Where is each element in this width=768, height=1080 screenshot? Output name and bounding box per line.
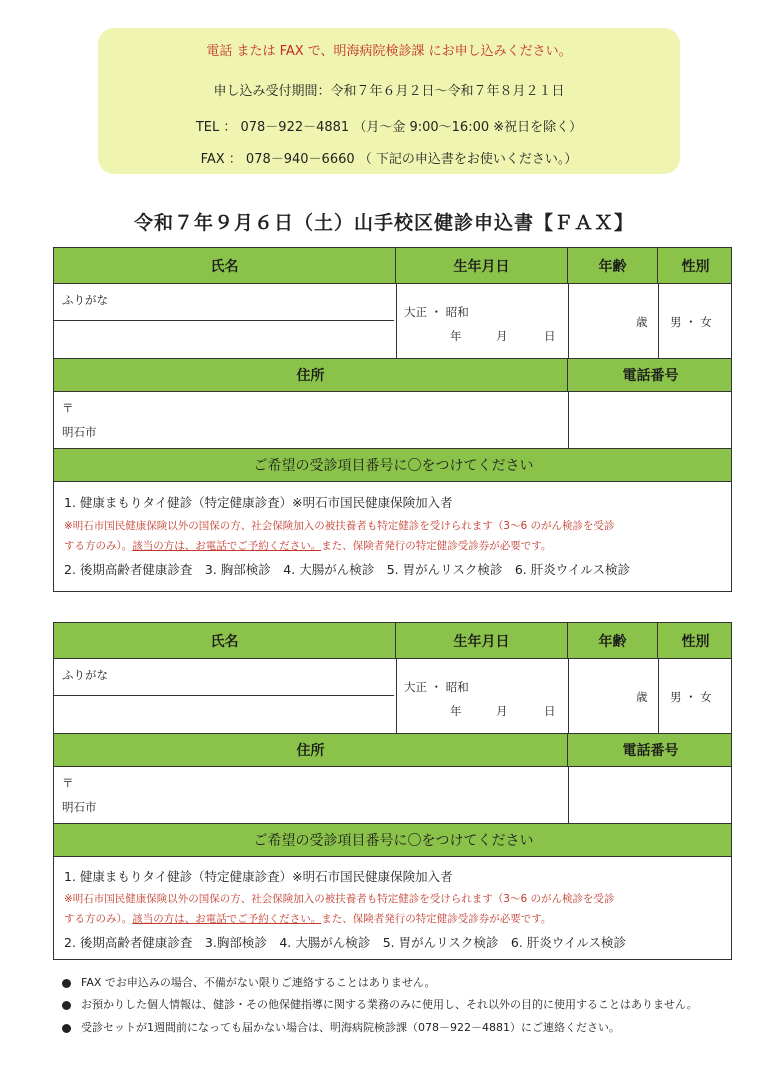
exam-item-1[interactable]: 1. 健康まもりタイ健診（特定健康診査）※明石市国民健康保険加入者 (64, 495, 453, 510)
divider (568, 392, 569, 448)
bullet-icon (62, 1024, 71, 1033)
sex-header: 性別 (681, 258, 710, 275)
footer-text-3: 受診セットが1週間前になっても届かない場合は、明海病院検診課（078－922－4881）にご連絡ください。 (81, 1021, 620, 1034)
note-suffix: また、保険者発行の特定健診受診券が必要です。 (321, 913, 552, 925)
items-header: ご希望の受診項目番号に〇をつけてください (253, 833, 534, 849)
age-header: 年齢 (568, 623, 658, 658)
address-field[interactable] (114, 767, 564, 824)
month-label: 月 (496, 704, 508, 718)
furigana-label: ふりがな (62, 293, 108, 307)
era-label: 大正 ・ 昭和 (404, 680, 469, 694)
footer-note-3 (62, 1019, 620, 1035)
bullet-icon (62, 979, 71, 988)
age-unit-label: 歳 (636, 315, 648, 329)
exam-note-1b (64, 911, 551, 926)
day-label: 日 (544, 329, 556, 343)
exam-items (54, 482, 731, 590)
phone-field[interactable] (570, 767, 730, 824)
city-label: 明石市 (62, 800, 97, 814)
month-label: 月 (496, 329, 508, 343)
sex-options[interactable]: 男 ・ 女 (670, 315, 712, 329)
divider (568, 767, 569, 823)
divider (568, 284, 569, 358)
notice-fax: FAX ： 078－940－6660 （ 下記の申込書をお使いください。） (200, 152, 578, 167)
exam-items (54, 857, 731, 959)
notice-apply-method: 電話 または FAX で、明海病院検診課 にお申し込みください。 (206, 44, 572, 59)
name-field[interactable] (54, 321, 394, 359)
phone-header: 電話番号 (622, 368, 679, 384)
footer-note-1 (62, 974, 436, 990)
personal-input-row (54, 284, 731, 359)
phone-header: 電話番号 (622, 743, 679, 759)
divider (396, 284, 397, 358)
footer-text-2: お預かりした個人情報は、健診・その他保健指導に関する業務のみに使用し、それ以外の目的に使用することはありません。 (81, 998, 698, 1011)
items-header: ご希望の受診項目番号に〇をつけてください (253, 458, 534, 474)
note-underlined: 該当の方は、お電話でご予約ください。 (132, 540, 322, 552)
info-notice-box (98, 28, 680, 174)
city-label: 明石市 (62, 425, 97, 439)
postal-mark: 〒 (62, 401, 74, 415)
age-unit-label: 歳 (636, 690, 648, 704)
header-row-contact (54, 359, 731, 392)
note-prefix: する方のみ）。 (64, 913, 133, 925)
exam-note-1b (64, 538, 551, 553)
year-label: 年 (450, 329, 462, 343)
notice-period: 申し込み受付期間：令和７年６月２日～令和７年８月２１日 (213, 84, 565, 99)
contact-input-row (54, 392, 731, 449)
divider (658, 284, 659, 358)
sex-options[interactable]: 男 ・ 女 (670, 690, 712, 704)
header-row-contact (54, 734, 731, 767)
footer-text-1: FAX でお申込みの場合、不備がない限りご連絡することはありません。 (81, 976, 436, 989)
divider (658, 659, 659, 733)
notice-tel: TEL ： 078－922－4881 （月～金 9:00～16:00 ※祝日を除く） (195, 120, 583, 135)
note-suffix: また、保険者発行の特定健診受診券が必要です。 (321, 540, 552, 552)
header-row-items (54, 449, 731, 482)
furigana-label: ふりがな (62, 668, 108, 682)
personal-input-row (54, 659, 731, 734)
divider (396, 659, 397, 733)
name-header: 氏名 (54, 623, 396, 658)
application-form-1 (53, 247, 732, 592)
footer-note-2 (62, 996, 698, 1012)
application-form-2 (53, 622, 732, 960)
document-title: 令和７年９月６日（土）山手校区健診申込書【ＦＡＸ】 (133, 212, 634, 234)
name-field[interactable] (54, 696, 394, 734)
address-header: 住所 (54, 734, 568, 766)
exam-note-1a: ※明石市国民健康保険以外の国保の方、社会保険加入の被扶養者も特定健診を受けられます（3～6 のがん検診を受診 (64, 893, 615, 905)
address-header: 住所 (54, 359, 568, 391)
note-underlined: 該当の方は、お電話でご予約ください。 (132, 913, 322, 925)
dob-header: 生年月日 (396, 623, 568, 658)
header-row-personal (54, 623, 731, 659)
postal-mark: 〒 (62, 776, 74, 790)
sex-header: 性別 (681, 633, 710, 650)
header-row-personal (54, 248, 731, 284)
phone-field[interactable] (570, 392, 730, 449)
exam-item-1[interactable]: 1. 健康まもりタイ健診（特定健康診査）※明石市国民健康保険加入者 (64, 869, 453, 884)
day-label: 日 (544, 704, 556, 718)
bullet-icon (62, 1001, 71, 1010)
divider (568, 659, 569, 733)
era-label: 大正 ・ 昭和 (404, 305, 469, 319)
exam-items-2-6[interactable]: 2. 後期高齢者健康診査 3. 胸部検診 4. 大腸がん検診 5. 胃がんリスク検診 6. 肝炎ウイルス検診 (64, 562, 631, 577)
exam-items-2-6[interactable]: 2. 後期高齢者健康診査 3.胸部検診 4. 大腸がん検診 5. 胃がんリスク検診 6. 肝炎ウイルス検診 (64, 935, 627, 950)
contact-input-row (54, 767, 731, 824)
year-label: 年 (450, 704, 462, 718)
dob-header: 生年月日 (396, 248, 568, 283)
name-header: 氏名 (54, 248, 396, 283)
header-row-items (54, 824, 731, 857)
exam-note-1a: ※明石市国民健康保険以外の国保の方、社会保険加入の被扶養者も特定健診を受けられます（3～6 のがん検診を受診 (64, 520, 615, 532)
note-prefix: する方のみ）。 (64, 540, 133, 552)
address-field[interactable] (114, 392, 564, 449)
age-header: 年齢 (568, 248, 658, 283)
